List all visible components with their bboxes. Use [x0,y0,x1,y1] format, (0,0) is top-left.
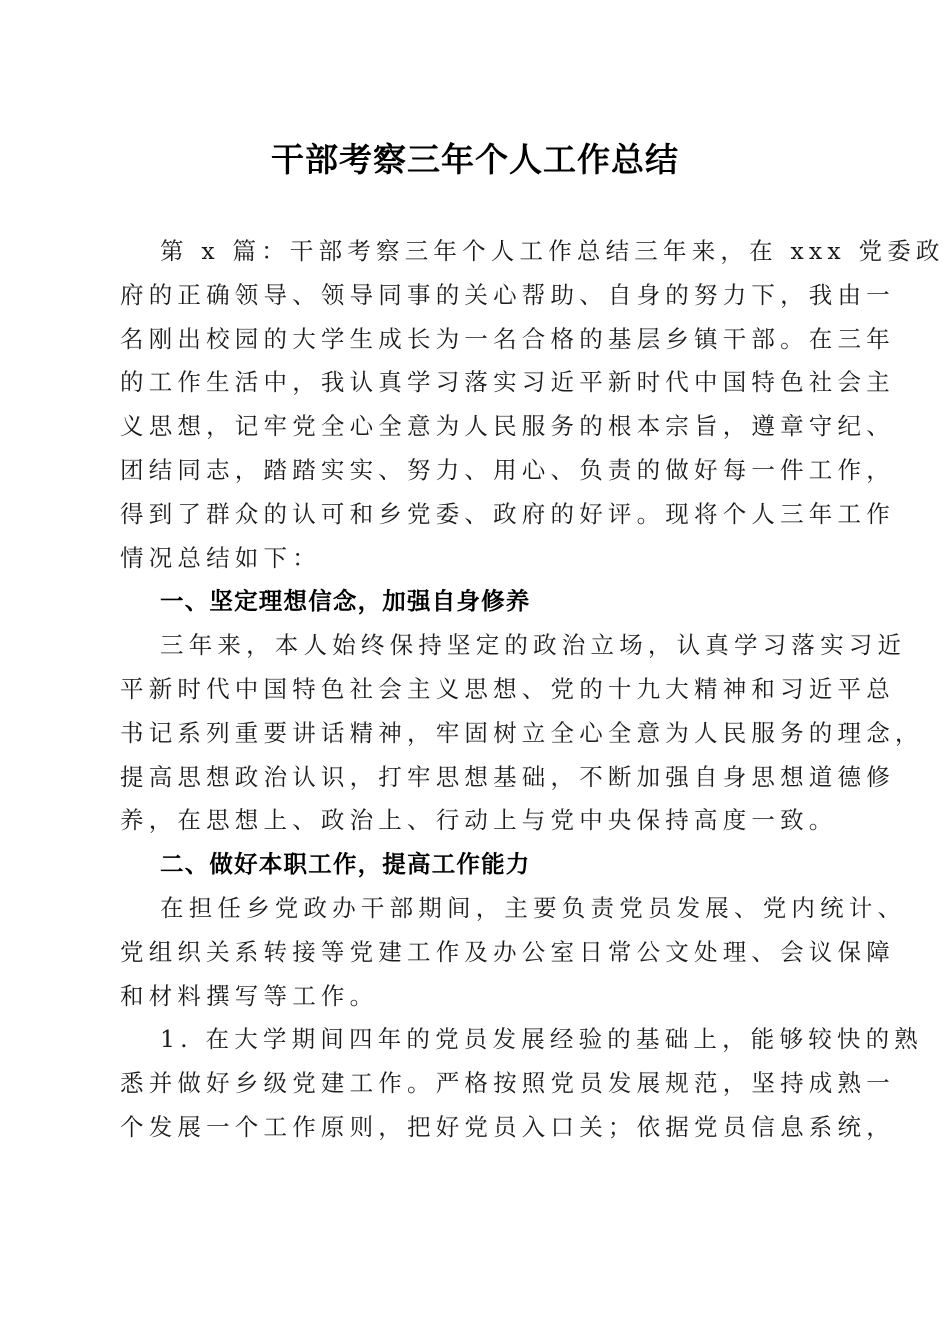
text-line: 的工作生活中，我认真学习落实习近平新时代中国特色社会主 [120,368,895,397]
section-heading-2: 二、做好本职工作，提高工作能力 [160,850,531,879]
text-line: 在担任乡党政办干部期间，主要负责党员发展、党内统计、 [160,893,907,922]
text-line: 悉并做好乡级党建工作。严格按照党员发展规范，坚持成熟一 [120,1069,895,1098]
section-1-paragraph [120,624,924,843]
intro-paragraph [120,230,945,580]
text-line: 养，在思想上、政治上、行动上与党中央保持高度一致。 [120,806,838,835]
text-line: 和材料撰写等工作。 [120,981,379,1010]
text-line: 得到了群众的认可和乡党委、政府的好评。现将个人三年工作 [120,499,895,528]
document-title: 干部考察三年个人工作总结 [271,140,679,179]
text-line: 个发展一个工作原则，把好党员入口关；依据党员信息系统， [120,1112,895,1141]
text-line: 书记系列重要讲话精神，牢固树立全心全意为人民服务的理念， [120,718,924,747]
section-heading-1: 一、坚定理想信念，加强自身修养 [160,587,531,616]
text-line: 三年来，本人始终保持坚定的政治立场，认真学习落实习近 [160,631,907,660]
text-line: 团结同志，踏踏实实、努力、用心、负责的做好每一件工作， [120,455,895,484]
text-line: 提高思想政治认识，打牢思想基础，不断加强自身思想道德修 [120,762,895,791]
document-body [120,230,945,1150]
text-line: 义思想，记牢党全心全意为人民服务的根本宗旨，遵章守纪、 [120,412,895,441]
text-line: 府的正确领导、领导同事的关心帮助、自身的努力下，我由一 [120,280,895,309]
section-2-item-1 [120,1018,923,1149]
text-line: 名刚出校园的大学生成长为一名合格的基层乡镇干部。在三年 [120,324,895,353]
section-2-paragraph [120,887,907,1018]
text-line: 平新时代中国特色社会主义思想、党的十九大精神和习近平总 [120,674,895,703]
text-line: 第 x 篇：干部考察三年个人工作总结三年来，在 xxx 党委政 [160,237,945,265]
text-line: 1. 在大学期间四年的党员发展经验的基础上，能够较快的熟 [160,1025,923,1054]
text-line: 情况总结如下： [120,543,321,572]
text-line: 党组织关系转接等党建工作及办公室日常公文处理、会议保障 [120,937,895,966]
